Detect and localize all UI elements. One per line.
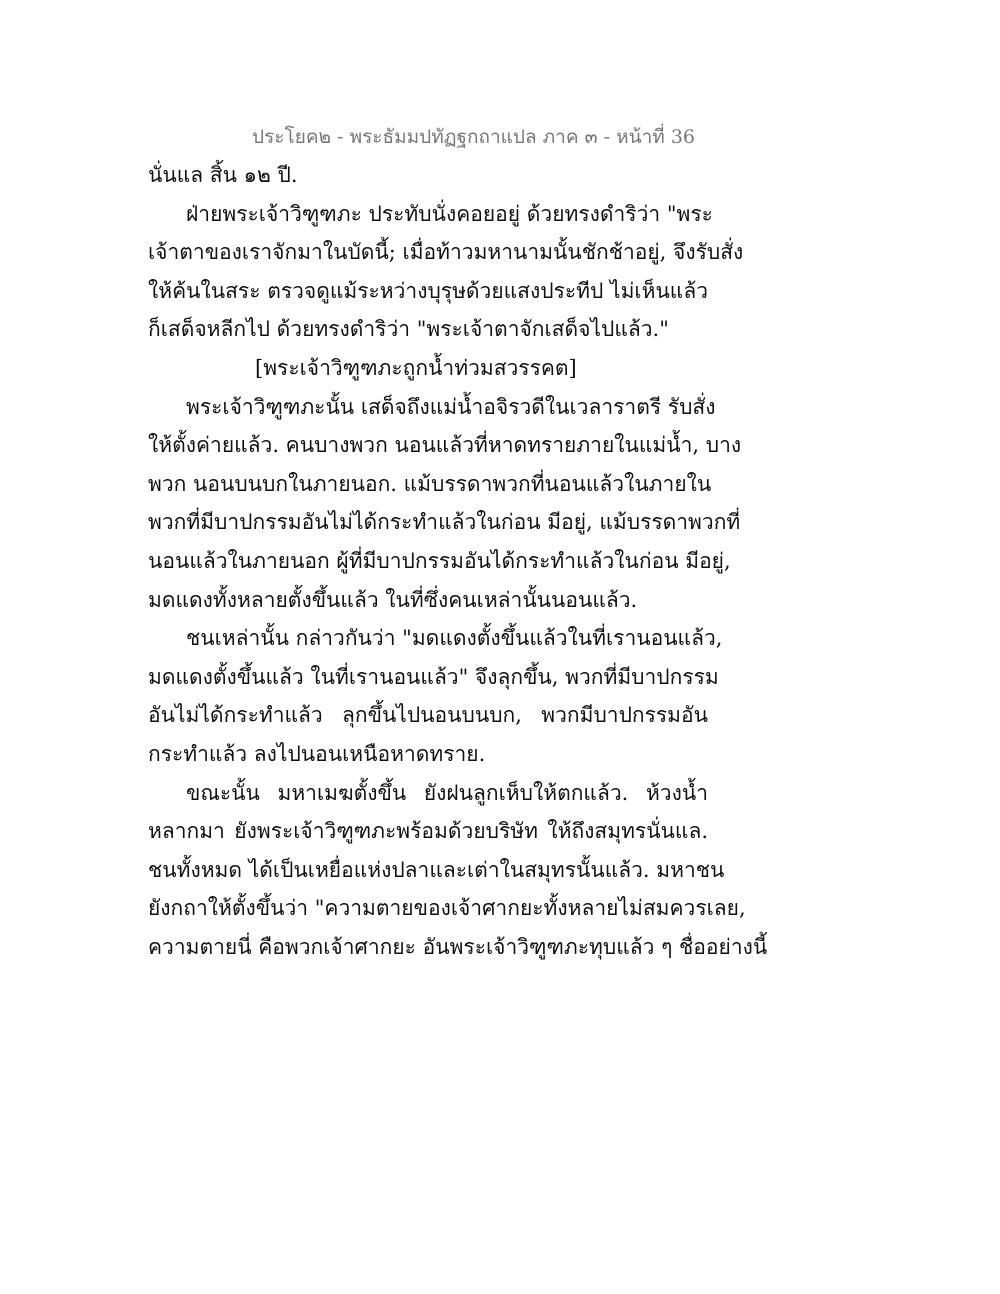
text-line: กระทำแล้ว ลงไปนอนเหนือหาดทราย.	[148, 741, 486, 766]
body-text	[148, 156, 768, 966]
text-line: อันไม่ได้กระทำแล้ว ลุกขึ้นไปนอนบนบก, พวกมีบาปกรรมอัน	[148, 703, 708, 728]
section-heading: [พระเจ้าวิฑูฑภะถูกน้ำท่วมสวรรคต]	[255, 355, 577, 380]
text-line: พระเจ้าวิฑูฑภะนั้น เสด็จถึงแม่น้ำอจิรวดีในเวลาราตรี รับสั่ง	[186, 394, 716, 419]
text-line: ฝ่ายพระเจ้าวิฑูฑภะ ประทับนั่งคอยอยู่ ด้วยทรงดำริว่า "พระ	[186, 201, 713, 226]
text-line: หลากมา ยังพระเจ้าวิฑูฑภะพร้อมด้วยบริษัท ให้ถึงสมุทรนั่นแล.	[148, 819, 708, 844]
running-header: ประโยค๒ - พระธัมมปทัฏฐกถาแปล ภาค ๓ - หน้าที่ 36	[252, 126, 695, 148]
text-line: ให้ตั้งค่ายแล้ว. คนบางพวก นอนแล้วที่หาดทรายภายในแม่น้ำ, บาง	[148, 433, 742, 458]
text-line: เจ้าตาของเราจักมาในบัดนี้; เมื่อท้าวมหานามนั้นชักช้าอยู่, จึงรับสั่ง	[148, 240, 744, 265]
text-line: ชนทั้งหมด ได้เป็นเหยื่อแห่งปลาและเต่าในสมุทรนั้นแล้ว. มหาชน	[148, 857, 725, 882]
text-line: ยังกถาให้ตั้งขึ้นว่า "ความตายของเจ้าศากยะทั้งหลายไม่สมควรเลย,	[148, 896, 746, 921]
text-line: ให้ค้นในสระ ตรวจดูแม้ระหว่างบุรุษด้วยแสงประทีป ไม่เห็นแล้ว	[148, 278, 708, 303]
text-line: ขณะนั้น มหาเมฆตั้งขึ้น ยังฝนลูกเห็บให้ตกแล้ว. ห้วงน้ำ	[186, 780, 708, 805]
text-line: นอนแล้วในภายนอก ผู้ที่มีบาปกรรมอันได้กระทำแล้วในก่อน มีอยู่,	[148, 548, 731, 573]
text-line: ความตายนี่ คือพวกเจ้าศากยะ อันพระเจ้าวิฑูฑภะทุบแล้ว ๆ ชื่ออย่างนี้	[148, 934, 768, 959]
text-line: มดแดงตั้งขึ้นแล้ว ในที่เรานอนแล้ว" จึงลุกขึ้น, พวกที่มีบาปกรรม	[148, 664, 719, 689]
text-line: ชนเหล่านั้น กล่าวกันว่า "มดแดงตั้งขึ้นแล้วในที่เรานอนแล้ว,	[186, 626, 723, 651]
text-line: พวก นอนบนบกในภายนอก. แม้บรรดาพวกที่นอนแล้วในภายใน	[148, 471, 712, 496]
text-line: มดแดงทั้งหลายตั้งขึ้นแล้ว ในที่ซึ่งคนเหล่านั้นนอนแล้ว.	[148, 587, 638, 612]
text-line: ก็เสด็จหลีกไป ด้วยทรงดำริว่า "พระเจ้าตาจักเสด็จไปแล้ว."	[148, 317, 669, 342]
text-line: พวกที่มีบาปกรรมอันไม่ได้กระทำแล้วในก่อน มีอยู่, แม้บรรดาพวกที่	[148, 510, 741, 535]
text-line: นั่นแล สิ้น ๑๒ ปี.	[148, 163, 298, 187]
